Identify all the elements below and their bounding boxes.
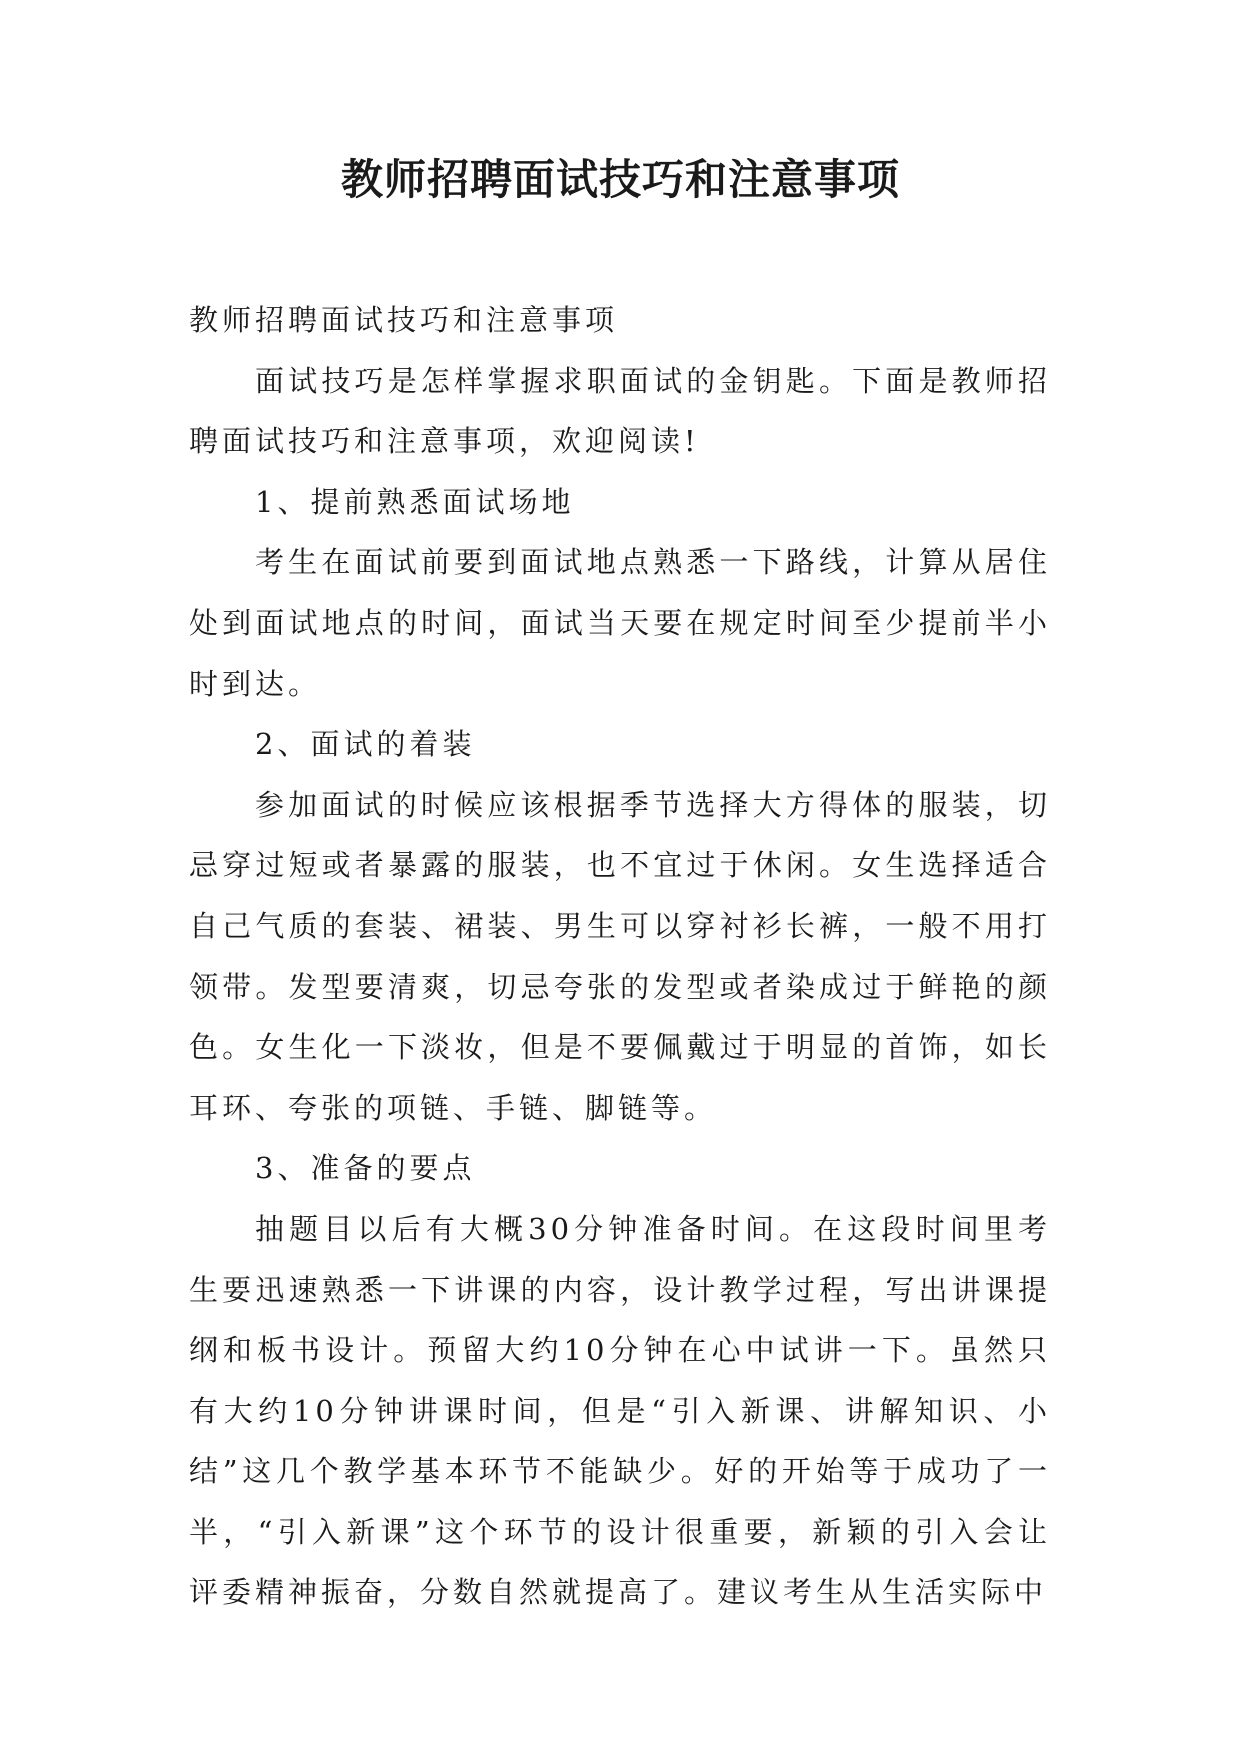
- intro-paragraph: 面试技巧是怎样掌握求职面试的金钥匙。下面是教师招聘面试技巧和注意事项，欢迎阅读!: [189, 363, 1051, 459]
- paragraph-venue: 考生在面试前要到面试地点熟悉一下路线，计算从居住处到面试地点的时间，面试当天要在规定时间至少提前半小时到达。: [189, 545, 1051, 701]
- section-heading-attire: 2、面试的着装: [255, 727, 476, 762]
- paragraph-preparation: 抽题目以后有大概30分钟准备时间。在这段时间里考生要迅速熟悉一下讲课的内容，设计教学过程，写出讲课提纲和板书设计。预留大约10分钟在心中试讲一下。虽然只有大约10分钟讲课时间，但是“引入新课、讲解知识、小结”这几个教学基本环节不能缺少。好的开始等于成功了一半，“引入新课”这个环节的设计很重要，新颖的引入会让评委精神振奋，分数自然就提高了。建议考生从生活实际中: [189, 1211, 1051, 1610]
- section-heading-venue: 1、提前熟悉面试场地: [255, 484, 575, 519]
- document-subtitle: 教师招聘面试技巧和注意事项: [189, 303, 619, 337]
- paragraph-attire: 参加面试的时候应该根据季节选择大方得体的服装，切忌穿过短或者暴露的服装，也不宜过于休闲。女生选择适合自己气质的套装、裙装、男生可以穿衬衫长裤，一般不用打领带。发型要清爽，切忌夸张的发型或者染成过于鲜艳的颜色。女生化一下淡妆，但是不要佩戴过于明显的首饰，如长耳环、夸张的项链、手链、脚链等。: [189, 787, 1051, 1125]
- section-heading-preparation: 3、准备的要点: [255, 1151, 476, 1186]
- document-body: [189, 290, 1051, 1623]
- page-title: 教师招聘面试技巧和注意事项: [340, 155, 900, 204]
